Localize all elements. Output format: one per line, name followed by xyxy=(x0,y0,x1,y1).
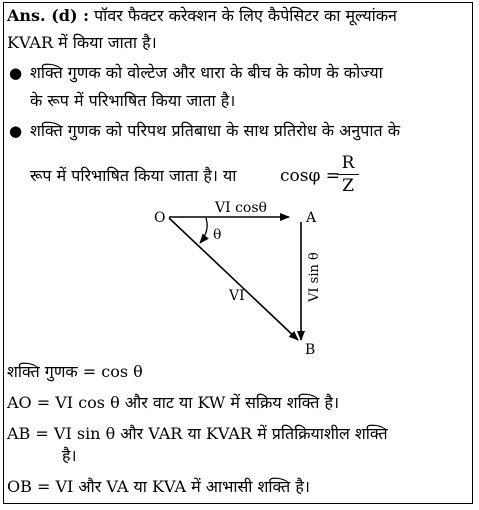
bullet-1-line-1: शक्ति गुणक को वोल्टेज और धारा के बीच के कोण के कोज्या xyxy=(30,63,383,82)
ao-line: AO = VI cos θ और वाट या KW में सक्रिय शक्ति है। xyxy=(7,393,340,412)
point-a-label: A xyxy=(306,210,317,226)
vector-ob xyxy=(169,218,298,340)
point-b-label: B xyxy=(305,342,316,358)
bullet-2-line-1: शक्ति गुणक को परिपथ प्रतिबाधा के साथ प्रतिरोध के अनुपात के xyxy=(30,121,400,140)
bullet-2-line-2: रूप में परिभाषित किया जाता है। या xyxy=(30,166,237,185)
bullet-2: ● xyxy=(9,122,23,140)
ab-line: AB = VI sin θ और VAR या KVAR में प्रतिक्रियाशील शक्ति xyxy=(7,424,388,443)
angle-arc xyxy=(200,218,207,243)
answer-line-2: KVAR में किया जाता है। xyxy=(7,33,157,52)
ab-line-cont: है। xyxy=(62,446,77,465)
answer-label: Ans. (d) : xyxy=(7,6,89,25)
ob-line: OB = VI और VA या KVA में आभासी शक्ति है। xyxy=(7,477,310,496)
bullet-1: ● xyxy=(9,64,23,82)
power-factor-line: शक्ति गुणक = cos θ xyxy=(7,362,143,381)
point-o-label: O xyxy=(154,210,166,226)
answer-text: पॉवर फैक्टर करेक्शन के लिए कैपेसिटर का मूल्यांकन xyxy=(94,6,397,25)
label-vi-hyp: VI xyxy=(229,288,245,304)
label-vi-cos: VI cosθ xyxy=(215,200,267,216)
fraction-numerator: R xyxy=(341,153,355,173)
cos-phi-label: cosφ = xyxy=(280,166,341,186)
label-vi-sin: VI sin θ xyxy=(307,252,322,302)
fraction-denominator: Z xyxy=(342,176,354,196)
bullet-1-line-2: के रूप में परिभाषित किया जाता है। xyxy=(30,91,236,110)
label-theta: θ xyxy=(213,227,222,243)
